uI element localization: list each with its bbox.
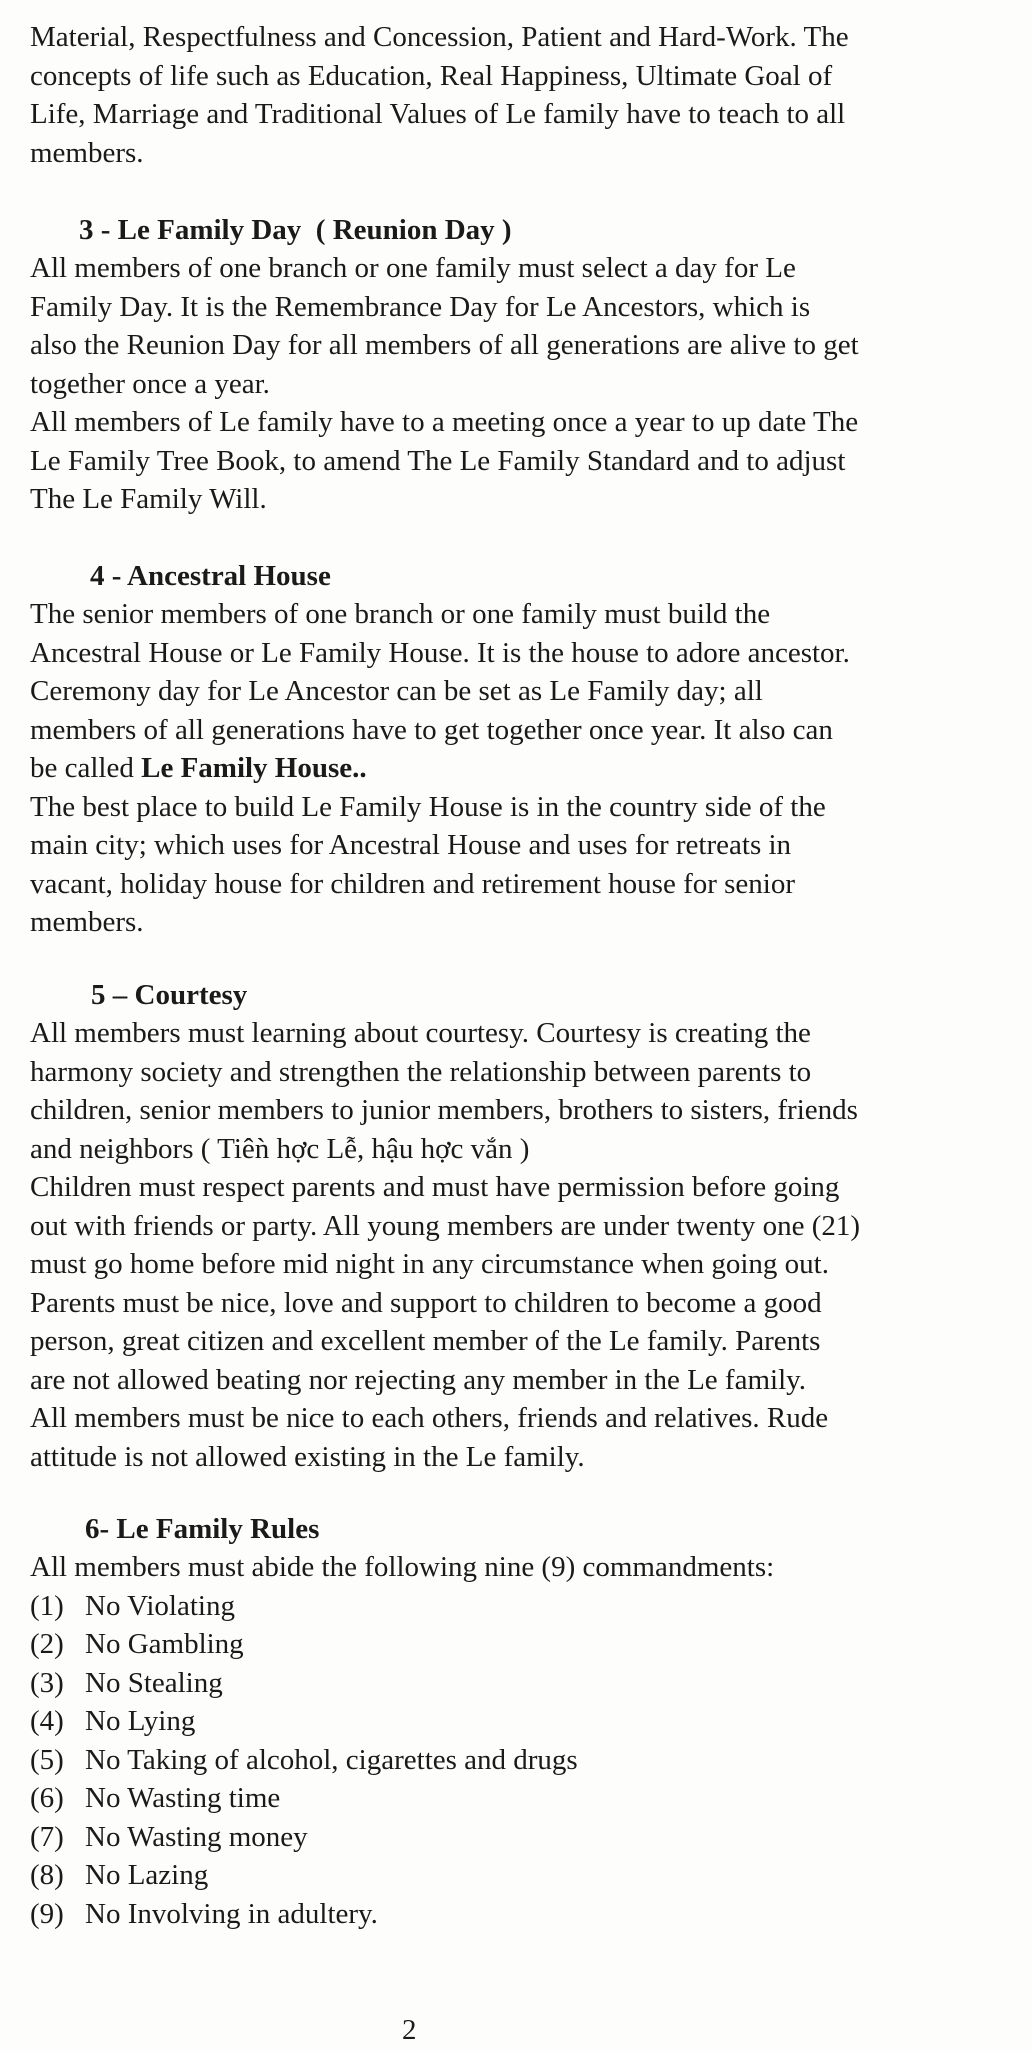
- intro-line: members.: [30, 136, 144, 169]
- rule-text: No Wasting money: [85, 1820, 308, 1853]
- paragraph-line: The best place to build Le Family House is in the country side of the: [30, 790, 826, 823]
- rules-intro: All members must abide the following nine (9) commandments:: [30, 1551, 775, 1583]
- section-heading: 5 – Courtesy: [91, 979, 248, 1011]
- page-number: 2: [402, 2014, 417, 2046]
- rule-number: (2): [30, 1628, 64, 1660]
- rule-number: (7): [30, 1820, 64, 1853]
- section-heading: 3 - Le Family Day ( Reunion Day ): [79, 214, 512, 246]
- rule-text: No Involving in adultery.: [85, 1897, 378, 1930]
- paragraph-line: The Le Family Will.: [30, 483, 267, 515]
- rule-text: No Stealing: [85, 1666, 223, 1699]
- rule-item: [30, 1625, 1010, 1664]
- rule-number: (6): [30, 1782, 64, 1814]
- paragraph-line: out with friends or party. All young members are under twenty one (21): [30, 1209, 861, 1242]
- paragraph-line: Family Day. It is the Remembrance Day for Le Ancestors, which is: [30, 290, 811, 323]
- rule-item: [30, 1895, 1010, 1934]
- rule-text: No Taking of alcohol, cigarettes and drugs: [85, 1743, 578, 1776]
- paragraph-line: Le Family Tree Book, to amend The Le Family Standard and to adjust: [30, 444, 846, 477]
- paragraph-line: All members of one branch or one family must select a day for Le: [30, 252, 796, 284]
- paragraph-line: [30, 749, 1010, 788]
- rule-number: (3): [30, 1666, 64, 1699]
- rule-number: (4): [30, 1705, 64, 1737]
- intro-line: concepts of life such as Education, Real Happiness, Ultimate Goal of: [30, 59, 833, 92]
- paragraph-line: must go home before mid night in any circumstance when going out.: [30, 1248, 829, 1280]
- rule-item: [30, 1856, 1010, 1895]
- paragraph-line: main city; which uses for Ancestral House and uses for retreats in: [30, 829, 792, 861]
- paragraph-line: children, senior members to junior members, brothers to sisters, friends: [30, 1094, 858, 1126]
- paragraph-line: together once a year.: [30, 367, 270, 400]
- rule-number: (5): [30, 1743, 64, 1776]
- rule-number: (9): [30, 1897, 64, 1930]
- rule-text: No Lazing: [85, 1859, 209, 1891]
- paragraph-line: and neighbors ( Tiêǹ hợc Lễ, hậu hợc vắn ): [30, 1132, 530, 1165]
- paragraph-line: members.: [30, 906, 144, 938]
- section-family-rules: [30, 1510, 1010, 1933]
- intro-line: Material, Respectfulness and Concession, Patient and Hard-Work. The: [30, 21, 849, 53]
- section-courtesy: [30, 976, 1010, 1476]
- rule-item: [30, 1818, 1010, 1857]
- paragraph-line: harmony society and strengthen the relationship between parents to: [30, 1055, 812, 1088]
- paragraph-line: vacant, holiday house for children and retirement house for senior: [30, 867, 796, 900]
- paragraph-line: person, great citizen and excellent member of the Le family. Parents: [30, 1325, 821, 1357]
- rule-text: No Violating: [85, 1589, 235, 1622]
- intro-line: Life, Marriage and Traditional Values of Le family have to teach to all: [30, 98, 846, 130]
- rule-item: [30, 1587, 1010, 1626]
- paragraph-line: Parents must be nice, love and support to children to become a good: [30, 1286, 822, 1319]
- paragraph-line: All members of Le family have to a meeting once a year to up date The: [30, 406, 859, 438]
- section-ancestral-house: [30, 557, 1010, 942]
- paragraph-line: Ancestral House or Le Family House. It is the house to adore ancestor.: [30, 636, 850, 669]
- rule-item: [30, 1779, 1010, 1818]
- paragraph-line: members of all generations have to get together once year. It also can: [30, 713, 833, 746]
- intro-paragraph: [30, 18, 1010, 172]
- paragraph-line: All members must learning about courtesy. Courtesy is creating the: [30, 1017, 811, 1049]
- rule-number: (8): [30, 1859, 64, 1891]
- rule-number: (1): [30, 1589, 64, 1622]
- paragraph-line: Children must respect parents and must have permission before going: [30, 1171, 840, 1203]
- paragraph-line: The senior members of one branch or one family must build the: [30, 598, 771, 630]
- paragraph-line: attitude is not allowed existing in the Le family.: [30, 1440, 585, 1473]
- paragraph-line: also the Reunion Day for all members of all generations are alive to get: [30, 329, 859, 361]
- called-bold: Le Family House..: [141, 752, 367, 784]
- rule-item: [30, 1702, 1010, 1741]
- rule-text: No Lying: [85, 1705, 196, 1737]
- section-le-family-day: [30, 211, 1010, 519]
- paragraph-line: All members must be nice to each others, friends and relatives. Rude: [30, 1402, 829, 1434]
- rule-text: No Gambling: [85, 1628, 244, 1660]
- paragraph-line: are not allowed beating nor rejecting any member in the Le family.: [30, 1363, 806, 1396]
- called-prefix: be called: [30, 752, 142, 784]
- paragraph-line: Ceremony day for Le Ancestor can be set as Le Family day; all: [30, 675, 763, 707]
- rule-item: [30, 1664, 1010, 1703]
- section-heading: 6- Le Family Rules: [85, 1513, 320, 1545]
- rule-item: [30, 1741, 1010, 1780]
- section-heading: 4 - Ancestral House: [90, 560, 331, 592]
- rule-text: No Wasting time: [85, 1782, 281, 1814]
